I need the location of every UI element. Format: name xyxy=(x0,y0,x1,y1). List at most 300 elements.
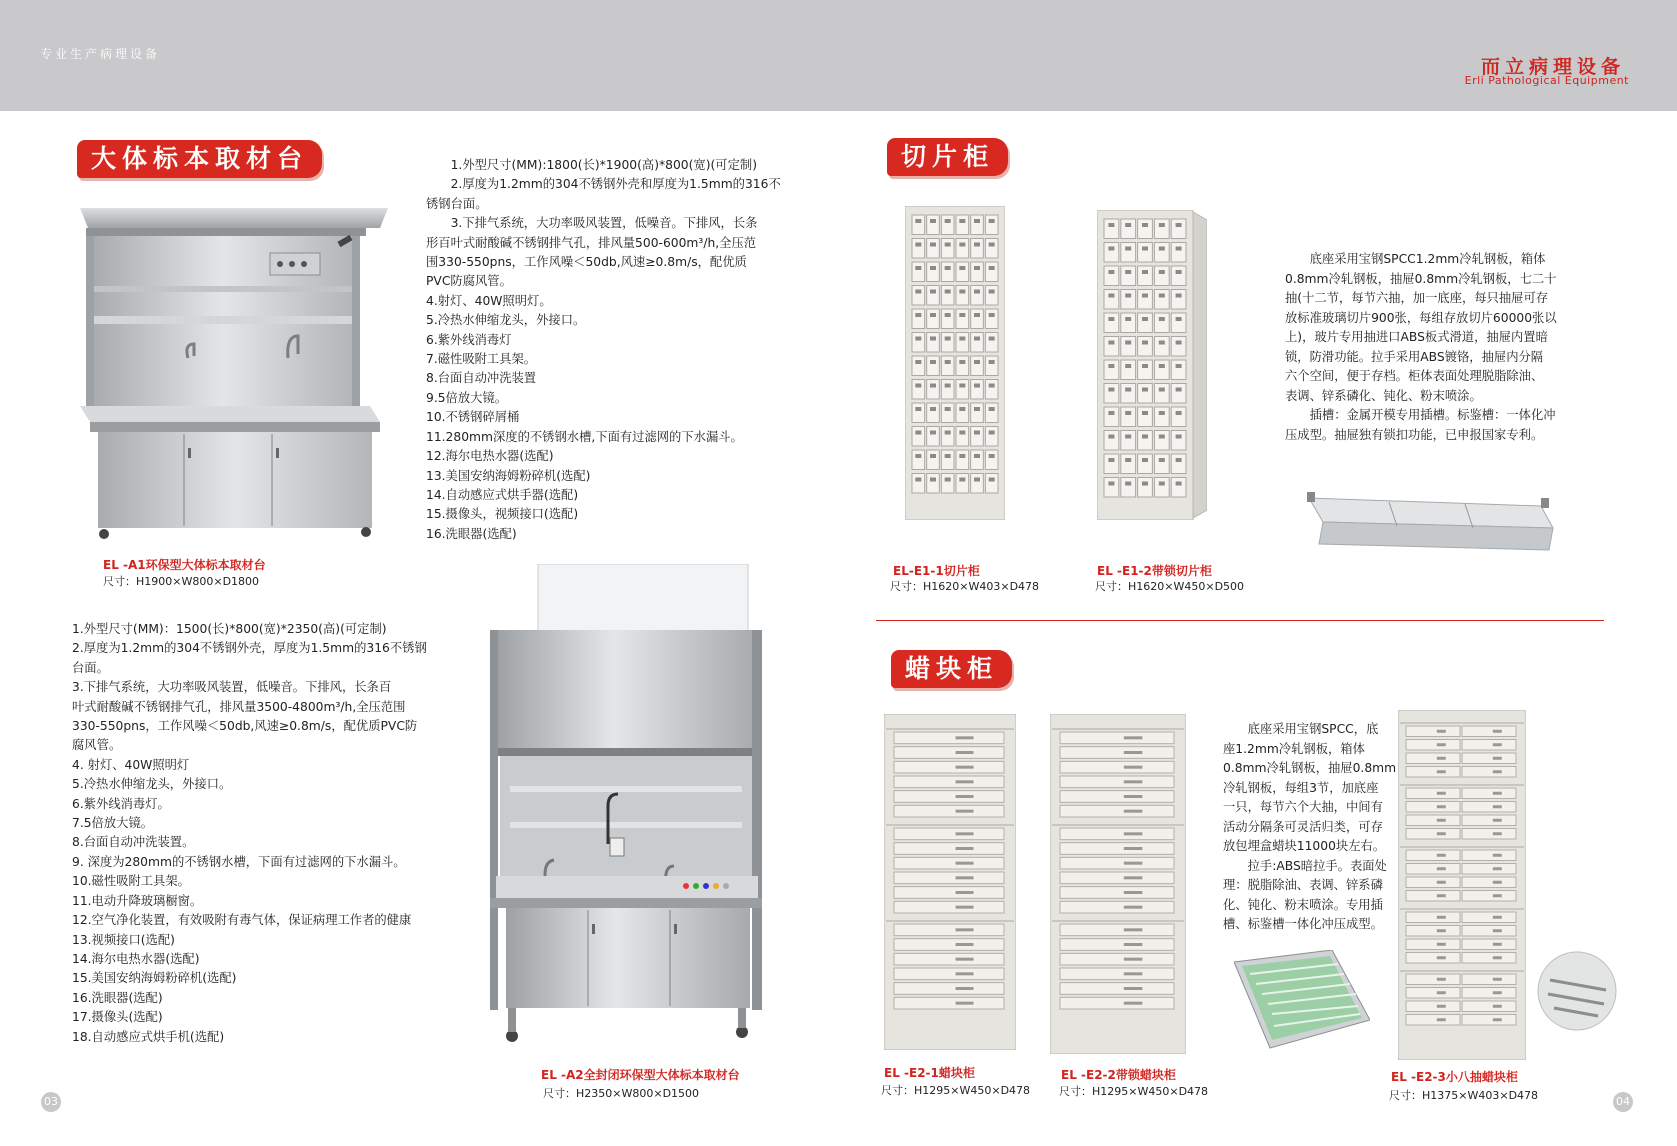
drawer xyxy=(1060,805,1174,817)
spec-line: 3.下排气系统，大功率吸风装置，低噪音。下排风，长条百 xyxy=(72,680,392,695)
description-line: 拉手:ABS暗拉手。表面处 xyxy=(1247,858,1387,873)
drawer xyxy=(894,761,1004,773)
spec-line: 台面。 xyxy=(72,660,109,675)
description-line: 一只，每节六个大抽，中间有 xyxy=(1223,800,1383,814)
drawer xyxy=(956,987,974,990)
drawer xyxy=(941,239,954,259)
drawer xyxy=(1154,454,1169,474)
drawer xyxy=(945,337,951,341)
description-line: 底座采用宝钢SPCC1.2mm冷轧钢板，箱体 xyxy=(1309,252,1546,266)
drawer xyxy=(956,810,974,813)
drawer xyxy=(974,337,980,341)
drawer xyxy=(1493,1005,1502,1008)
drawer xyxy=(1462,988,1516,999)
drawer xyxy=(1171,243,1186,263)
drawer xyxy=(927,356,940,376)
description-line: 化、钝化、粉末喷涂。专用插 xyxy=(1223,897,1383,912)
drawer xyxy=(989,243,995,247)
drawer xyxy=(1060,901,1174,913)
e2-2-locking-wax-cabinet-image xyxy=(1050,714,1186,1054)
e1-2-size: 尺寸：H1620×W450×D500 xyxy=(1095,580,1245,593)
spec-line: 9. 深度为280mm的不锈钢水槽，下面有过滤网的下水漏斗。 xyxy=(72,854,406,869)
drawer xyxy=(1060,997,1174,1009)
drawer xyxy=(1060,968,1174,980)
drawer xyxy=(945,407,951,411)
drawer xyxy=(956,403,969,423)
description-line: 槽、标鉴槽一体化冲压成型。 xyxy=(1223,917,1383,931)
drawer xyxy=(1108,482,1114,486)
e1-2-model-name: EL -E1-2带锁切片柜 xyxy=(1097,564,1212,578)
drawer xyxy=(894,776,1004,788)
drawer xyxy=(1138,454,1153,474)
drawer xyxy=(927,215,940,235)
drawer xyxy=(1462,912,1516,923)
drawer xyxy=(1052,920,1184,922)
drawer xyxy=(1060,791,1174,803)
drawer xyxy=(1462,815,1516,826)
drawer xyxy=(1060,887,1174,899)
drawer xyxy=(1493,819,1502,822)
e2-2-model-name: EL -E2-2带锁蜡块柜 xyxy=(1061,1068,1176,1082)
drawer xyxy=(956,286,969,306)
drawer xyxy=(956,736,974,739)
drawer xyxy=(1142,435,1148,439)
drawer xyxy=(985,239,998,259)
drawer xyxy=(989,313,995,317)
drawer xyxy=(1121,313,1136,333)
drawer xyxy=(930,407,936,411)
brand-name-english: Erli Pathological Equipment xyxy=(1464,74,1629,87)
drawer xyxy=(971,333,984,353)
spec-line: 3.下排气系统，大功率吸风装置，低噪音。下排风，长条 xyxy=(450,216,758,231)
drawer xyxy=(1406,788,1460,799)
drawer xyxy=(956,876,974,879)
drawer xyxy=(985,215,998,235)
drawer xyxy=(959,454,965,458)
drawer xyxy=(1104,337,1119,357)
drawer xyxy=(894,872,1004,884)
drawer xyxy=(1406,829,1460,840)
drawer xyxy=(1176,294,1182,298)
drawer xyxy=(1124,736,1143,739)
drawer xyxy=(930,266,936,270)
drawer xyxy=(1437,757,1446,760)
drawer xyxy=(985,450,998,470)
drawer xyxy=(1176,223,1182,227)
drawer xyxy=(927,286,940,306)
drawer xyxy=(1462,740,1516,751)
drawer xyxy=(974,454,980,458)
drawer xyxy=(956,380,969,400)
drawer xyxy=(1171,337,1186,357)
spec-line: 2.厚度为1.2mm的304不锈钢外壳，厚度为1.5mm的316不锈钢 xyxy=(72,641,427,656)
drawer xyxy=(1437,943,1446,946)
drawer xyxy=(927,380,940,400)
drawer xyxy=(1060,843,1174,855)
drawer xyxy=(1124,943,1143,946)
e2-2-size: 尺寸：H1295×W450×D478 xyxy=(1059,1085,1209,1098)
drawer xyxy=(1060,953,1174,965)
drawer xyxy=(989,478,995,482)
e2-1-model-name: EL -E2-1蜡块柜 xyxy=(884,1066,975,1080)
drawer xyxy=(1125,270,1131,274)
spec-line: 14.海尔电热水器(选配) xyxy=(72,951,200,966)
drawer xyxy=(1060,983,1174,995)
drawer xyxy=(956,780,974,783)
drawer xyxy=(1121,478,1136,498)
drawer xyxy=(1108,270,1114,274)
drawer xyxy=(894,968,1004,980)
drawer xyxy=(1104,407,1119,427)
drawer xyxy=(930,243,936,247)
drawer xyxy=(945,266,951,270)
drawer xyxy=(912,356,925,376)
spec-line: 7.磁性吸附工具架。 xyxy=(426,352,537,367)
drawer xyxy=(1437,916,1446,919)
drawer xyxy=(1406,753,1460,764)
drawer xyxy=(1124,1002,1143,1005)
spec-line: 18.自动感应式烘手机(选配) xyxy=(72,1029,225,1044)
drawer xyxy=(1052,728,1184,730)
drawer xyxy=(1171,478,1186,498)
page-number-left: 03 xyxy=(41,1092,61,1112)
drawer xyxy=(956,1002,974,1005)
drawer xyxy=(1493,943,1502,946)
drawer xyxy=(959,478,965,482)
description-line: 冷轧钢板，每组3节，加底座 xyxy=(1223,780,1379,795)
a2-size: 尺寸：H2350×W800×D1500 xyxy=(543,1087,700,1100)
spec-line: 6.紫外线消毒灯 xyxy=(426,332,512,347)
drawer xyxy=(1400,784,1524,786)
drawer xyxy=(989,360,995,364)
spec-line: 9.5倍放大镜。 xyxy=(426,390,508,405)
drawer xyxy=(1493,978,1502,981)
drawer xyxy=(1171,431,1186,451)
drawer xyxy=(1493,832,1502,835)
drawer xyxy=(1138,219,1153,239)
drawer xyxy=(894,805,1004,817)
drawer xyxy=(930,313,936,317)
drawer xyxy=(1493,1018,1502,1021)
drawer xyxy=(1142,247,1148,251)
drawer xyxy=(1493,916,1502,919)
drawer xyxy=(985,403,998,423)
drawer xyxy=(930,454,936,458)
drawer xyxy=(894,901,1004,913)
drawer xyxy=(1124,891,1143,894)
drawer xyxy=(1060,776,1174,788)
drawer xyxy=(1462,850,1516,861)
drawer xyxy=(941,450,954,470)
drawer xyxy=(1159,223,1165,227)
drawer xyxy=(1142,317,1148,321)
drawer xyxy=(1437,956,1446,959)
drawer xyxy=(1437,1018,1446,1021)
drawer xyxy=(1462,753,1516,764)
e1-1-model-name: EL-E1-1切片柜 xyxy=(893,564,980,578)
description-line: 0.8mm冷轧钢板，抽屉0.8mm冷轧钢板，七二十 xyxy=(1285,271,1557,286)
description-line: 底座采用宝钢SPCC，底 xyxy=(1247,722,1379,736)
header-band xyxy=(0,0,1677,111)
drawer xyxy=(989,290,995,294)
spec-line: 11.280mm深度的不锈钢水槽,下面有过滤网的下水漏斗。 xyxy=(426,429,743,444)
drawer xyxy=(1171,407,1186,427)
drawer xyxy=(1154,219,1169,239)
spec-line: 4. 射灯、40W照明灯 xyxy=(72,757,190,772)
drawer xyxy=(1060,828,1174,840)
drawer xyxy=(1462,864,1516,875)
description-line: 抽(十二节，每节六抽，加一底座，每只抽屉可存 xyxy=(1285,291,1549,305)
drawer xyxy=(956,215,969,235)
drawer xyxy=(1154,313,1169,333)
description-line: 放包埋盒蜡块11000块左右。 xyxy=(1223,839,1386,853)
drawer xyxy=(894,791,1004,803)
drawer xyxy=(886,728,1014,730)
drawer xyxy=(959,243,965,247)
drawer xyxy=(1437,832,1446,835)
e2-3-model-name: EL -E2-3小八抽蜡块柜 xyxy=(1391,1070,1518,1084)
spec-line: 11.电动升降玻璃橱窗。 xyxy=(72,893,203,908)
drawer xyxy=(941,474,954,494)
drawer xyxy=(989,266,995,270)
drawer xyxy=(915,360,921,364)
drawer xyxy=(956,906,974,909)
drawer xyxy=(1493,854,1502,857)
drawer xyxy=(1104,219,1119,239)
drawer xyxy=(1121,431,1136,451)
drawer xyxy=(894,939,1004,951)
e2-3-size: 尺寸：H1375×W403×D478 xyxy=(1389,1089,1539,1102)
drawer xyxy=(1437,854,1446,857)
spec-line: 16.洗眼器(选配) xyxy=(426,526,517,541)
drawer xyxy=(959,337,965,341)
drawer xyxy=(1121,290,1136,310)
drawer xyxy=(1125,388,1131,392)
drawer xyxy=(1121,243,1136,263)
drawer xyxy=(1142,388,1148,392)
drawer xyxy=(886,920,1014,922)
spec-line: 1.外型尺寸(MM):1800(长)*1900(高)*800(宽)(可定制) xyxy=(450,158,757,172)
drawer xyxy=(1493,956,1502,959)
drawer xyxy=(1493,805,1502,808)
drawer xyxy=(1108,388,1114,392)
spec-line: 2.厚度为1.2mm的304不锈钢外壳和厚度为1.5mm的316不 xyxy=(450,177,781,192)
drawer xyxy=(1171,360,1186,380)
drawer xyxy=(1142,223,1148,227)
drawer xyxy=(971,427,984,447)
drawer xyxy=(971,262,984,282)
drawer xyxy=(1400,908,1524,910)
drawer xyxy=(959,360,965,364)
drawer xyxy=(1125,364,1131,368)
spec-line: 8.台面自动冲洗装置 xyxy=(426,371,537,386)
a2-spec-list xyxy=(72,620,427,1047)
drawer xyxy=(1142,364,1148,368)
drawer xyxy=(1121,266,1136,286)
drawer xyxy=(1406,939,1460,950)
drawer xyxy=(915,454,921,458)
drawer xyxy=(1406,864,1460,875)
drawer xyxy=(956,751,974,754)
description-line: 六个空间，便于存档。柜体表面处理脱脂除油、 xyxy=(1285,369,1544,383)
drawer xyxy=(1176,435,1182,439)
drawer xyxy=(1462,1001,1516,1012)
drawer xyxy=(941,286,954,306)
page-number-right: 04 xyxy=(1613,1092,1633,1112)
description-line: 上)，玻片专用抽进口ABS板式滑道，抽屉内置暗 xyxy=(1285,330,1548,344)
a1-size: 尺寸：H1900×W800×D1800 xyxy=(103,575,260,588)
spec-line: 14.自动感应式烘手器(选配) xyxy=(426,487,579,502)
drawer xyxy=(1437,978,1446,981)
drawer xyxy=(1176,247,1182,251)
drawer xyxy=(1493,792,1502,795)
drawer xyxy=(1108,435,1114,439)
description-line: 放标准玻璃切片900张，每组存放切片60000张以 xyxy=(1285,310,1557,325)
drawer xyxy=(1406,912,1460,923)
drawer xyxy=(959,290,965,294)
drawer xyxy=(1142,482,1148,486)
drawer xyxy=(912,474,925,494)
drawer xyxy=(1176,388,1182,392)
drawer xyxy=(927,474,940,494)
drawer xyxy=(1125,458,1131,462)
drawer xyxy=(989,219,995,223)
drawer xyxy=(1493,991,1502,994)
drawer xyxy=(1154,384,1169,404)
drawer xyxy=(974,478,980,482)
drawer xyxy=(1400,722,1524,724)
drawer xyxy=(1462,891,1516,902)
drawer xyxy=(1104,478,1119,498)
spec-line: 17.摄像头(选配) xyxy=(72,1010,163,1025)
drawer xyxy=(1462,953,1516,964)
drawer xyxy=(1406,850,1460,861)
drawer xyxy=(1124,795,1143,798)
drawer xyxy=(1176,458,1182,462)
drawer xyxy=(1493,881,1502,884)
drawer xyxy=(915,478,921,482)
drawer xyxy=(989,454,995,458)
drawer xyxy=(941,356,954,376)
section-divider xyxy=(876,620,1604,621)
drawer xyxy=(912,450,925,470)
drawer xyxy=(1138,337,1153,357)
spec-line: 叶式耐酸碱不锈钢排气孔，排风量3500-4800m³/h,全压范围 xyxy=(72,699,406,714)
drawer xyxy=(1406,802,1460,813)
drawer xyxy=(1138,266,1153,286)
drawer xyxy=(959,266,965,270)
slide-tray-image xyxy=(1305,484,1555,556)
drawer xyxy=(1154,337,1169,357)
drawer xyxy=(1060,857,1174,869)
drawer xyxy=(1462,1015,1516,1026)
drawer xyxy=(1406,740,1460,751)
drawer xyxy=(971,356,984,376)
drawer xyxy=(1125,341,1131,345)
drawer xyxy=(1124,810,1143,813)
drawer xyxy=(894,997,1004,1009)
drawer xyxy=(1159,341,1165,345)
spec-line: 15.美国安纳海姆粉碎机(选配) xyxy=(72,971,237,986)
drawer xyxy=(1121,407,1136,427)
drawer xyxy=(1493,867,1502,870)
section-title-slide-cabinet: 切片柜 xyxy=(887,138,1008,176)
drawer xyxy=(985,474,998,494)
drawer xyxy=(1121,337,1136,357)
drawer xyxy=(1462,767,1516,778)
description-line: 锁，防滑功能。拉手采用ABS镀铬，抽屉内分隔 xyxy=(1285,349,1544,364)
spec-line: 330-550pns，工作风噪＜50db,风速≥0.8m/s，配优质PVC防 xyxy=(72,719,418,734)
drawer xyxy=(1108,411,1114,415)
drawer xyxy=(1159,270,1165,274)
spec-line: 7.5倍放大镜。 xyxy=(72,816,154,831)
drawer xyxy=(915,431,921,435)
drawer xyxy=(1104,454,1119,474)
drawer xyxy=(1124,906,1143,909)
drawer xyxy=(1138,384,1153,404)
drawer xyxy=(1437,894,1446,897)
drawer xyxy=(1138,431,1153,451)
drawer xyxy=(971,474,984,494)
drawer xyxy=(1406,877,1460,888)
drawer xyxy=(1108,341,1114,345)
drawer xyxy=(1406,974,1460,985)
drawer xyxy=(1125,223,1131,227)
drawer xyxy=(1125,411,1131,415)
drawer xyxy=(912,427,925,447)
drawer xyxy=(971,239,984,259)
drawer xyxy=(1154,243,1169,263)
drawer xyxy=(915,243,921,247)
drawer xyxy=(956,928,974,931)
a1-gross-table-image xyxy=(80,208,396,540)
drawer xyxy=(927,427,940,447)
drawer xyxy=(894,887,1004,899)
drawer xyxy=(1176,364,1182,368)
drawer xyxy=(1462,829,1516,840)
e2-3-small-drawer-wax-cabinet-image xyxy=(1398,710,1526,1060)
drawer xyxy=(927,262,940,282)
drawer xyxy=(945,431,951,435)
drawer xyxy=(989,337,995,341)
drawer xyxy=(974,219,980,223)
drawer xyxy=(1406,953,1460,964)
drawer xyxy=(1159,247,1165,251)
drawer xyxy=(1437,730,1446,733)
drawer xyxy=(941,262,954,282)
drawer xyxy=(1154,407,1169,427)
drawer xyxy=(1437,867,1446,870)
drawer xyxy=(971,403,984,423)
spec-line: 围330-550pns，工作风噪＜50db,风速≥0.8m/s，配优质 xyxy=(426,255,747,270)
drawer xyxy=(915,337,921,341)
description-line: 表调、锌系磷化、钝化、粉末喷涂。 xyxy=(1285,388,1482,403)
drawer xyxy=(1124,958,1143,961)
drawer xyxy=(1104,266,1119,286)
a1-spec-list xyxy=(426,156,781,544)
drawer xyxy=(894,857,1004,869)
drawer xyxy=(1176,317,1182,321)
drawer xyxy=(1176,482,1182,486)
drawer xyxy=(930,431,936,435)
drawer xyxy=(974,243,980,247)
drawer xyxy=(1159,435,1165,439)
drawer xyxy=(974,290,980,294)
drawer-detail-circle-image xyxy=(1536,950,1618,1032)
spec-line: 13.视频接口(选配) xyxy=(72,932,175,947)
drawer xyxy=(956,356,969,376)
drawer xyxy=(1124,751,1143,754)
